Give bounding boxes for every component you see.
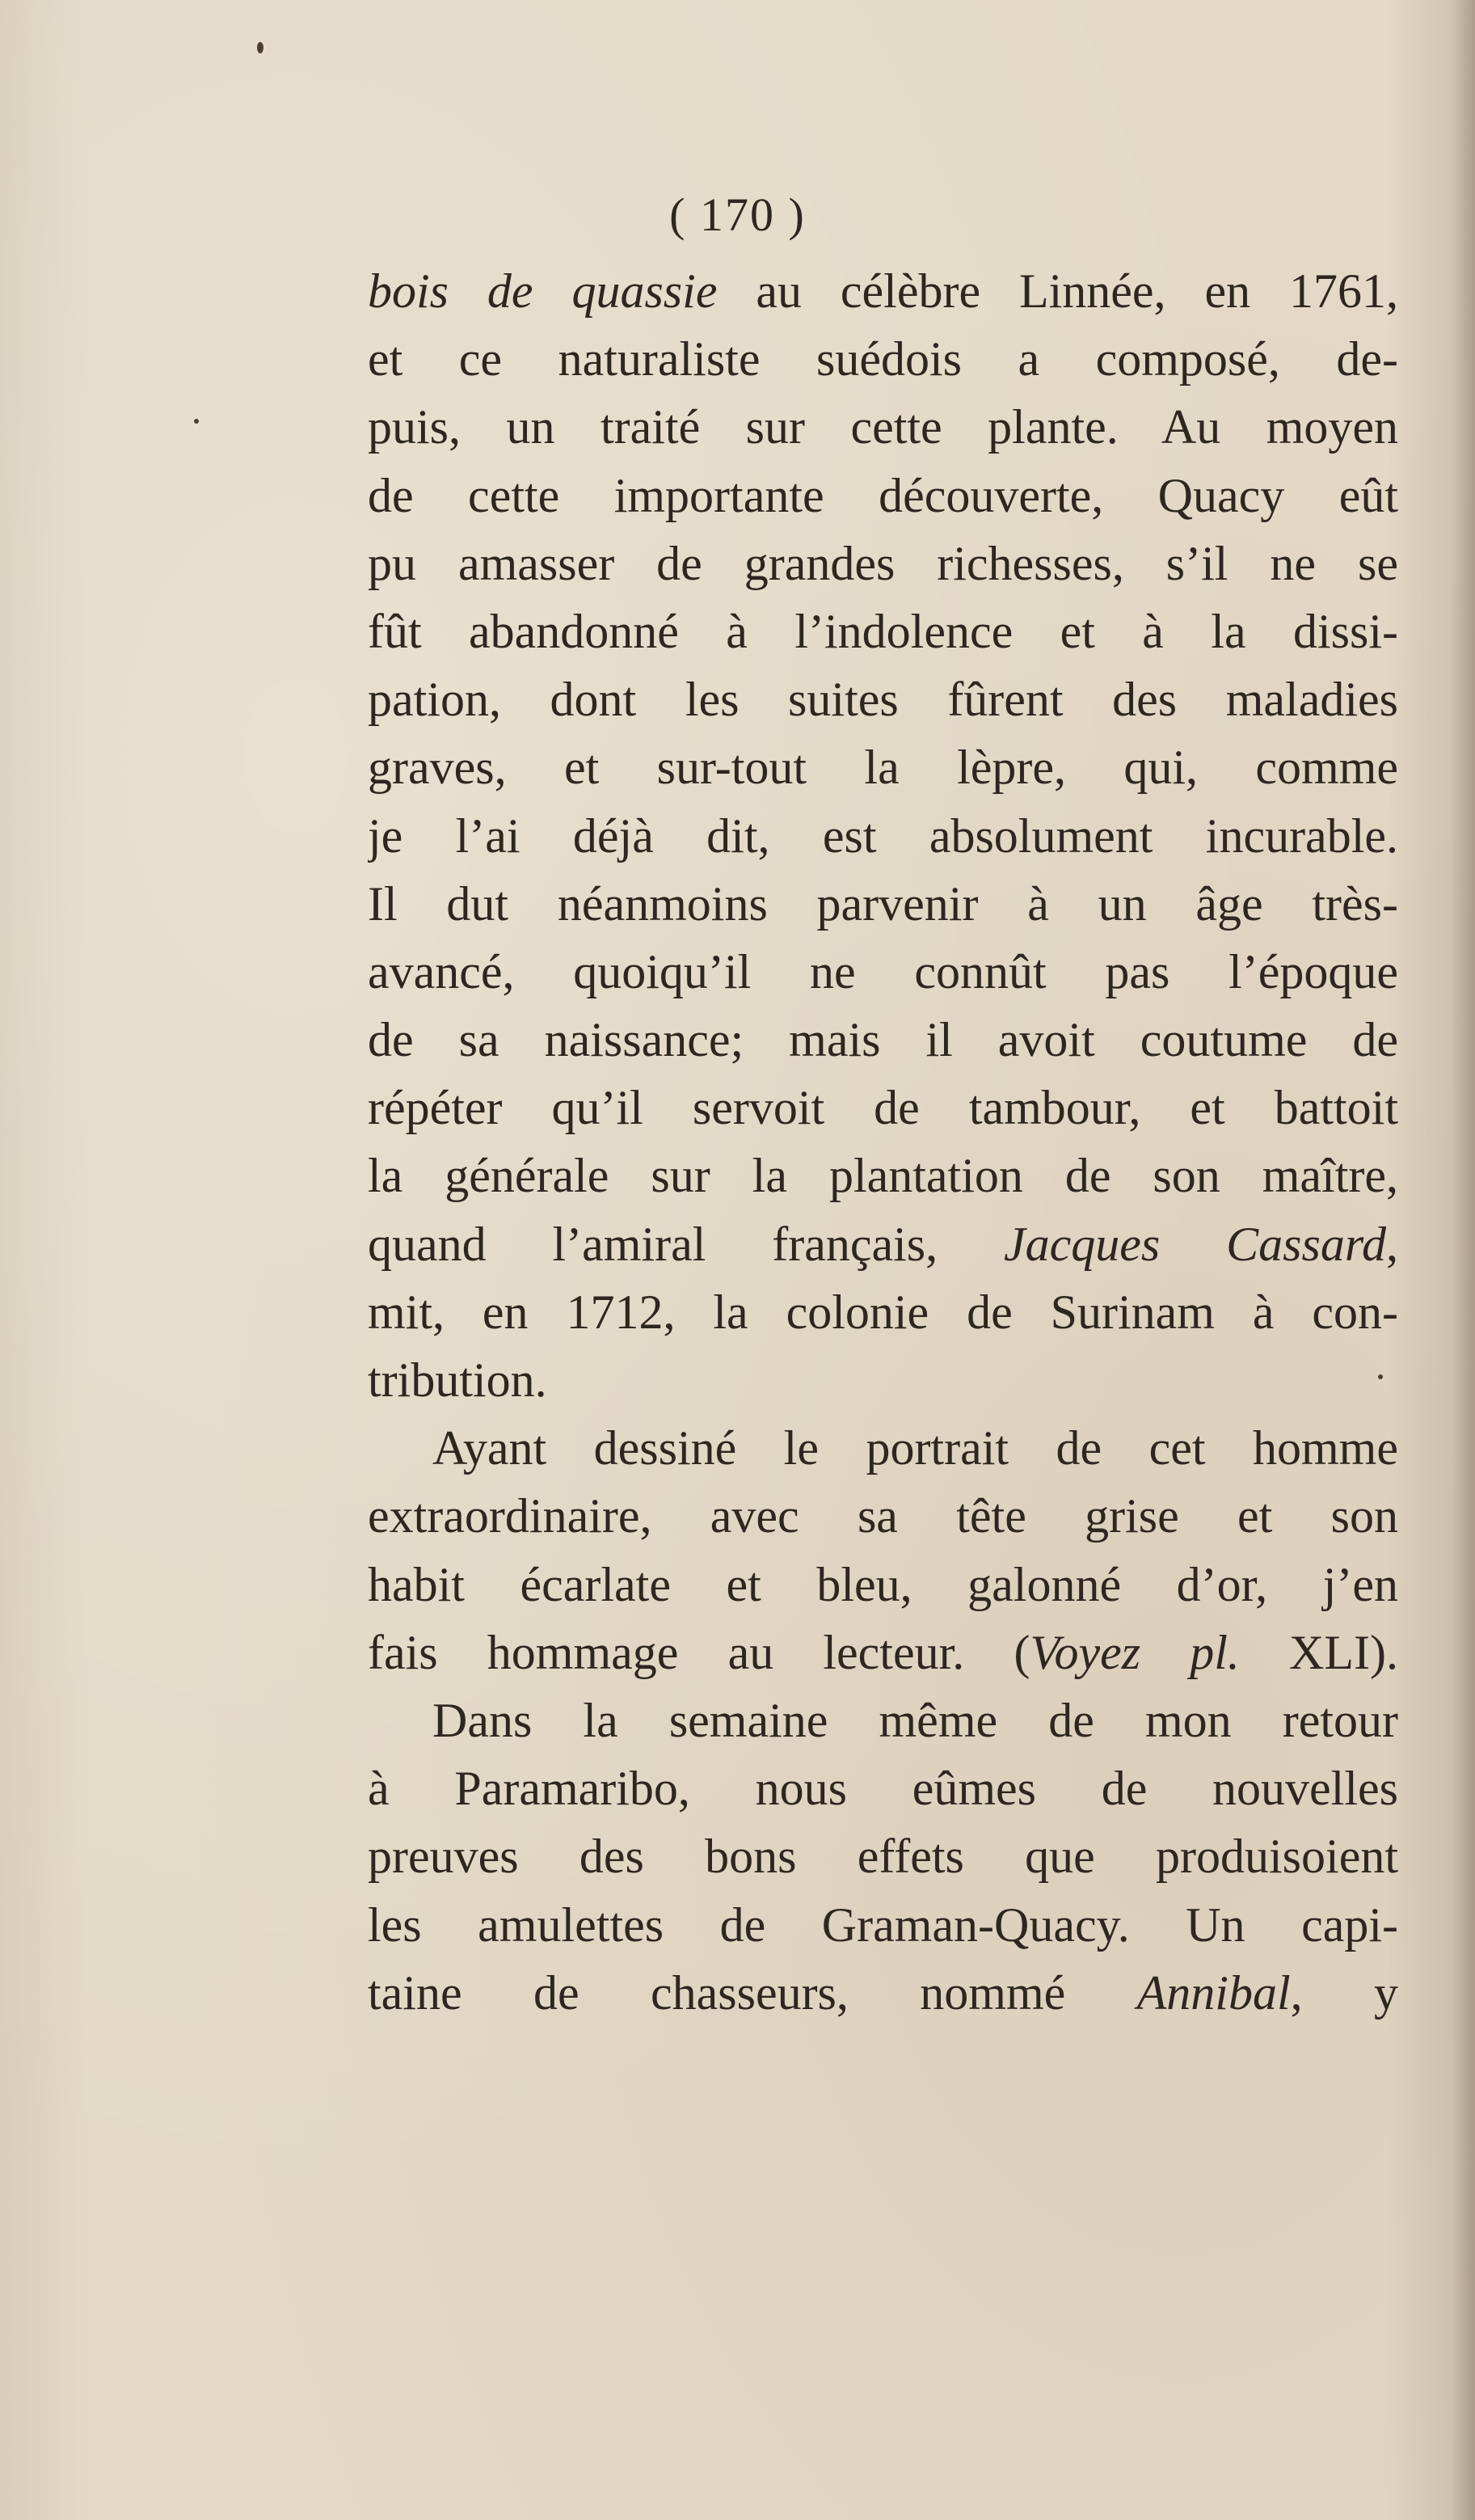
text-line: Ayant dessiné le portrait de cet homme: [432, 1421, 1398, 1475]
text-segment: taine de chasseurs, nommé: [368, 1965, 1137, 2020]
ink-speck: [257, 42, 263, 53]
text-line: [368, 1619, 1398, 1686]
text-line: Il dut néanmoins parvenir à un âge très-: [368, 876, 1398, 931]
text-line: [368, 1959, 1398, 2027]
text-line: preuves des bons effets que produisoient: [368, 1830, 1398, 1884]
text-line: à Paramaribo, nous eûmes de nouvelles: [368, 1762, 1398, 1816]
text-line: pu amasser de grandes richesses, s’il ne se: [368, 536, 1398, 590]
body-text: [368, 257, 1398, 2027]
page-edge-shadow: [1451, 0, 1475, 2520]
text-line: la générale sur la plantation de son maître,: [368, 1149, 1398, 1203]
text-segment: , y: [1290, 1965, 1398, 2020]
text-line: les amulettes de Graman-Quacy. Un capi-: [368, 1897, 1398, 1952]
text-segment: au célèbre Linnée, en 1761,: [717, 264, 1398, 318]
italic-text: Jacques Cassard: [1004, 1217, 1386, 1271]
italic-text: Annibal: [1136, 1965, 1291, 2020]
text-line: habit écarlate et bleu, galonné d’or, j’en: [368, 1557, 1398, 1611]
text-line: répéter qu’il servoit de tambour, et battoit: [368, 1081, 1398, 1135]
text-segment: ,: [1386, 1217, 1398, 1271]
text-line: graves, et sur-tout la lèpre, qui, comme: [368, 741, 1398, 795]
text-line: mit, en 1712, la colonie de Surinam à con-: [368, 1285, 1398, 1339]
text-segment: fais hommage au lecteur. (: [368, 1625, 1030, 1679]
italic-text: bois de quassie: [368, 264, 718, 318]
text-line: avancé, quoiqu’il ne connût pas l’époque: [368, 944, 1398, 998]
page-number: ( 170 ): [669, 188, 806, 241]
text-line: puis, un traité sur cette plante. Au moyen: [368, 400, 1398, 454]
text-line: Dans la semaine même de mon retour: [432, 1693, 1398, 1747]
text-line: et ce naturaliste suédois a composé, de-: [368, 332, 1398, 386]
ink-speck: [194, 419, 199, 424]
text-line: je l’ai déjà dit, est absolument incurable.: [368, 808, 1398, 863]
text-line: pation, dont les suites fûrent des maladies: [368, 673, 1398, 727]
text-segment: XLI).: [1239, 1625, 1398, 1679]
text-line: extraordinaire, avec sa tête grise et son: [368, 1489, 1398, 1543]
italic-text: Voyez pl.: [1030, 1625, 1240, 1679]
text-line: de sa naissance; mais il avoit coutume de: [368, 1013, 1398, 1067]
text-line: [368, 1210, 1398, 1278]
text-segment: quand l’amiral français,: [368, 1217, 1005, 1271]
text-line: fût abandonné à l’indolence et à la dissi-: [368, 604, 1398, 658]
text-line: tribution.: [368, 1353, 547, 1407]
text-line: de cette importante découverte, Quacy eût: [368, 468, 1398, 522]
text-line: [368, 257, 1398, 325]
